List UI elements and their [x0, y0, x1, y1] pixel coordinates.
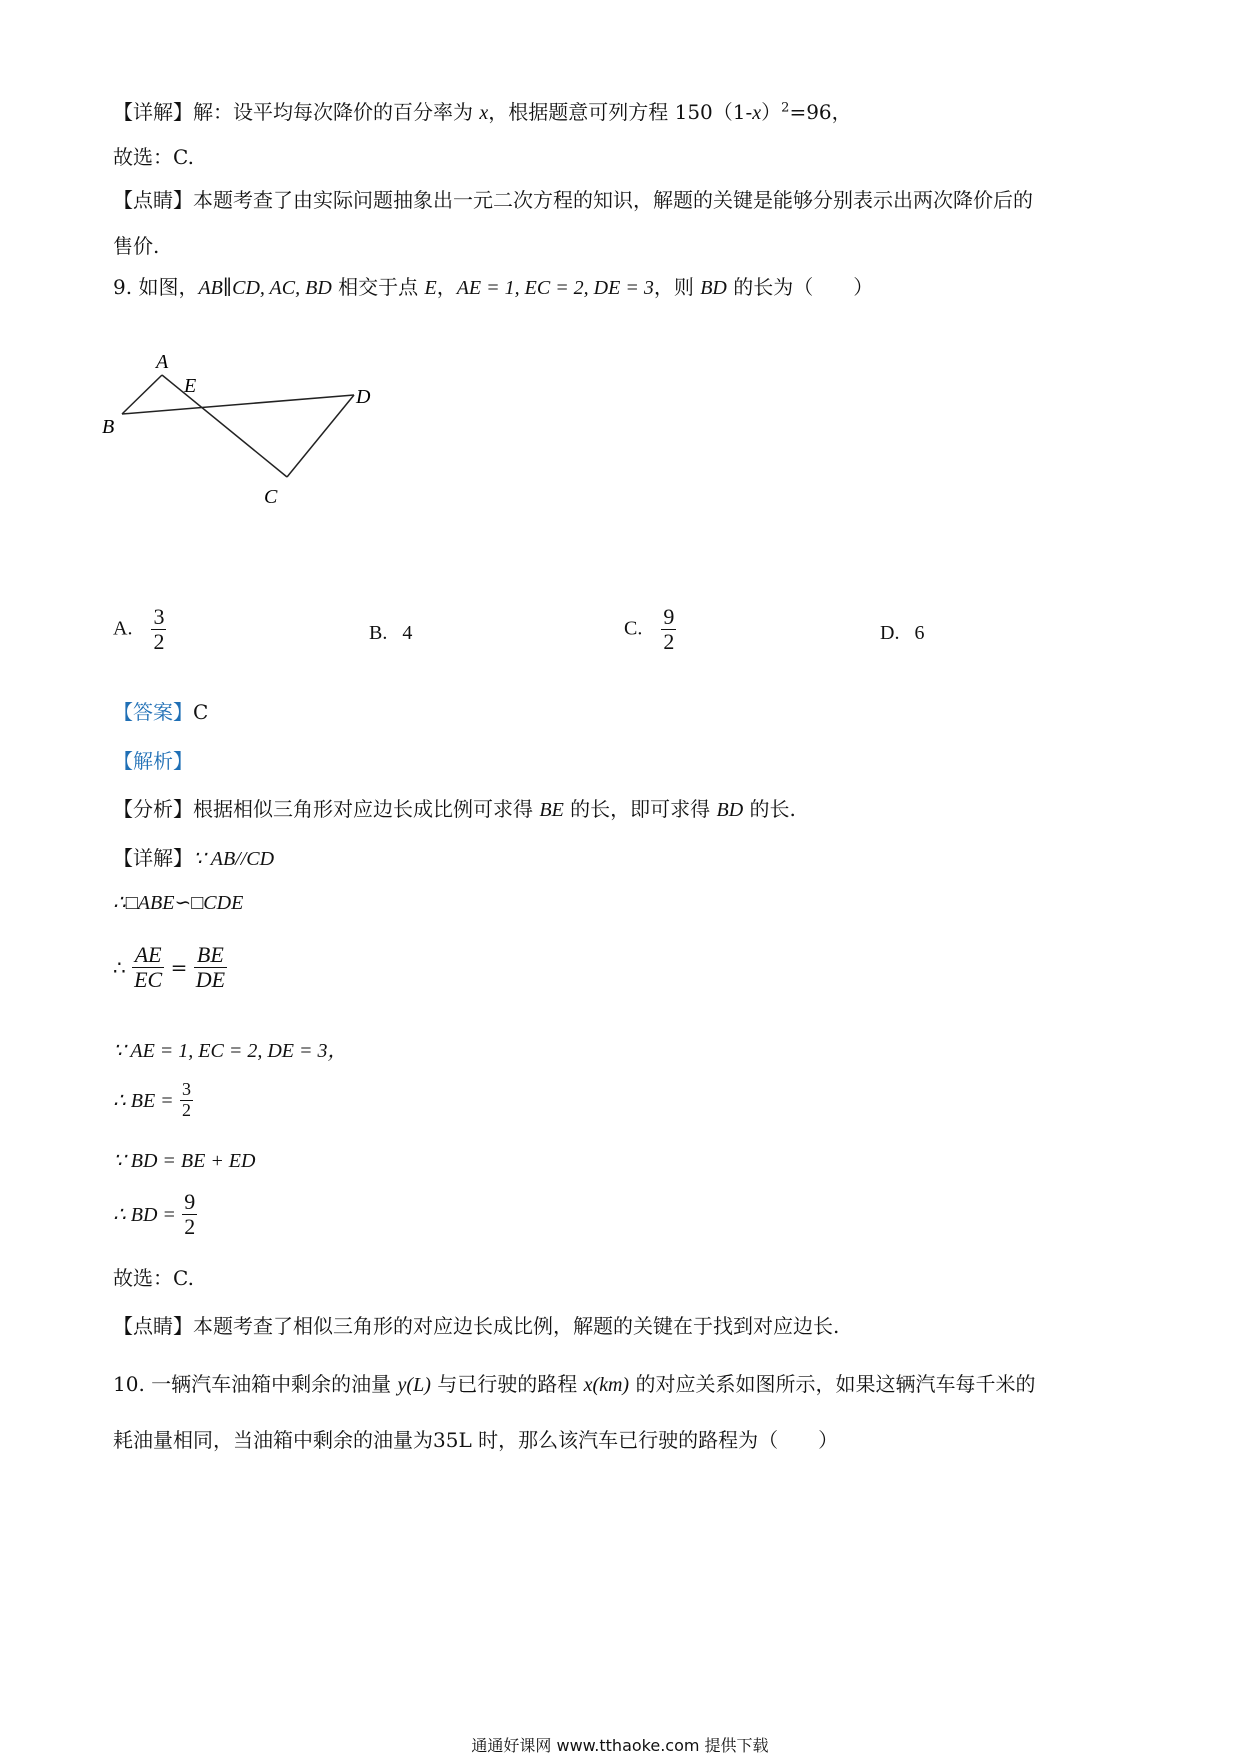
step-3-num-2: BE — [194, 943, 227, 968]
step-2: ∴□ABE∽□CDE — [113, 892, 244, 914]
option-b-value: 4 — [402, 622, 413, 644]
option-a-num: 3 — [153, 604, 165, 629]
fenxi-math-bd: BD — [716, 799, 744, 821]
q9-stem-a: 9. 如图， — [113, 275, 199, 299]
q10-line2: 耗油量相同，当油箱中剩余的油量为35L 时，那么该汽车已行驶的路程为（ ） — [113, 1428, 839, 1452]
q9-stem-b: 相交于点 — [331, 275, 425, 299]
answer-tag: 【答案】 — [113, 700, 193, 724]
q10-c: 的对应关系如图所示，如果这辆汽车每千米的 — [629, 1372, 1036, 1396]
label-d: D — [356, 386, 371, 408]
detail-text: 解：设平均每次降价的百分率为 — [193, 100, 480, 124]
step-6: ∵ BD = BE + ED — [113, 1150, 256, 1172]
exponent: 2 — [781, 100, 790, 116]
fenxi-math-be: BE — [539, 799, 564, 821]
option-d-label: D. — [880, 622, 900, 644]
q10-math-y: y(L) — [397, 1374, 431, 1396]
detail-tag: 【详解】 — [113, 100, 193, 124]
step-7-prefix: ∴ BD = — [113, 1204, 176, 1227]
option-c[interactable] — [624, 605, 676, 654]
option-c-fraction — [661, 605, 676, 654]
option-a-fraction — [151, 605, 166, 654]
comment-tag: 【点睛】 — [113, 1314, 193, 1338]
comment-text: 本题考查了由实际问题抽象出一元二次方程的知识，解题的关键是能够分别表示出两次降价后的 — [193, 188, 1033, 212]
option-d-value: 6 — [914, 622, 925, 644]
comment-tag: 【点睛】 — [113, 188, 193, 212]
q10-math-x: x(km) — [583, 1374, 630, 1396]
q10-b: 与已行驶的路程 — [430, 1372, 584, 1396]
option-d[interactable] — [880, 622, 924, 645]
step-7-den: 2 — [184, 1214, 196, 1240]
q9-comment — [113, 1310, 839, 1339]
q9-math-2: E — [424, 277, 437, 299]
segment-bd — [122, 395, 354, 414]
step-3-fraction-right — [194, 943, 227, 992]
fenxi-c: 的长. — [743, 797, 796, 821]
segment-cd — [287, 395, 354, 477]
var-x: x — [479, 102, 489, 124]
q9-stem-e: 的长为（ ） — [726, 275, 874, 299]
step-4: ∵ AE = 1, EC = 2, DE = 3， — [113, 1040, 348, 1062]
fenxi-b: 的长，即可求得 — [563, 797, 717, 821]
step-3-prefix: ∴ — [113, 955, 126, 980]
detail-tag: 【详解】 — [113, 846, 193, 870]
step-7-num: 9 — [184, 1189, 196, 1214]
detail-text-2: ，根据题意可列方程 150（1- — [488, 100, 753, 124]
label-a: A — [156, 351, 169, 373]
segment-ac — [162, 375, 287, 477]
analysis-fenxi — [113, 793, 796, 822]
analysis-tag: 【解析】 — [113, 749, 193, 773]
q10-a: 10. 一辆汽车油箱中剩余的油量 — [113, 1372, 398, 1396]
prev-comment-line1 — [113, 184, 1033, 213]
step-1: ∵ AB//CD — [193, 848, 275, 870]
comment-text: 本题考查了相似三角形的对应边长成比例，解题的关键在于找到对应边长. — [193, 1314, 840, 1338]
detail-text-3: ） — [761, 100, 782, 124]
step-3-den-2: DE — [195, 967, 226, 993]
step-5-prefix: ∴ BE = — [113, 1089, 174, 1112]
q9-math-1: AB∥CD, AC, BD — [198, 277, 332, 299]
option-a-den: 2 — [153, 629, 165, 655]
prev-comment-line2: 售价. — [113, 234, 160, 258]
option-c-den: 2 — [663, 629, 675, 655]
option-a-label: A. — [113, 617, 133, 640]
answer-value: C — [193, 700, 209, 724]
step-3-num-1: AE — [132, 943, 164, 968]
step-7 — [113, 1190, 197, 1239]
segment-ba — [122, 375, 162, 414]
q9-geometry-diagram — [100, 348, 420, 508]
step-3-fraction-left — [132, 943, 164, 992]
step-3 — [113, 943, 227, 992]
q9-stem-d: ，则 — [653, 275, 701, 299]
step-3-den-1: EC — [134, 967, 163, 993]
var-x-2: x — [752, 102, 762, 124]
step-7-fraction — [182, 1190, 197, 1239]
step-5 — [113, 1080, 193, 1121]
analysis-detail — [113, 842, 274, 871]
label-b: B — [102, 416, 115, 438]
fenxi-a: 根据相似三角形对应边长成比例可求得 — [193, 797, 540, 821]
option-a[interactable] — [113, 605, 166, 654]
q9-stem-c: ， — [436, 275, 457, 299]
q9-math-3: AE = 1, EC = 2, DE = 3 — [456, 277, 654, 299]
q9-choice: 故选：C. — [113, 1266, 194, 1290]
step-5-den: 2 — [182, 1099, 192, 1120]
step-5-fraction — [180, 1080, 193, 1121]
detail-text-4: =96， — [789, 100, 852, 124]
equals-sign: = — [170, 955, 188, 980]
page-footer: 通通好课网 www.tthaoke.com 提供下载 — [471, 1736, 769, 1755]
option-b-label: B. — [369, 622, 388, 644]
prev-detail-line — [113, 96, 852, 125]
q10-line1 — [113, 1368, 1035, 1397]
step-5-num: 3 — [182, 1079, 192, 1099]
label-c: C — [264, 486, 278, 508]
option-c-label: C. — [624, 617, 643, 640]
option-c-num: 9 — [663, 604, 675, 629]
q9-answer-line — [113, 696, 208, 725]
fenxi-tag: 【分析】 — [113, 797, 193, 821]
prev-choice: 故选：C. — [113, 145, 194, 169]
option-b[interactable] — [369, 622, 412, 645]
q9-stem — [113, 271, 873, 300]
q9-math-4: BD — [700, 277, 727, 299]
label-e: E — [184, 375, 197, 397]
